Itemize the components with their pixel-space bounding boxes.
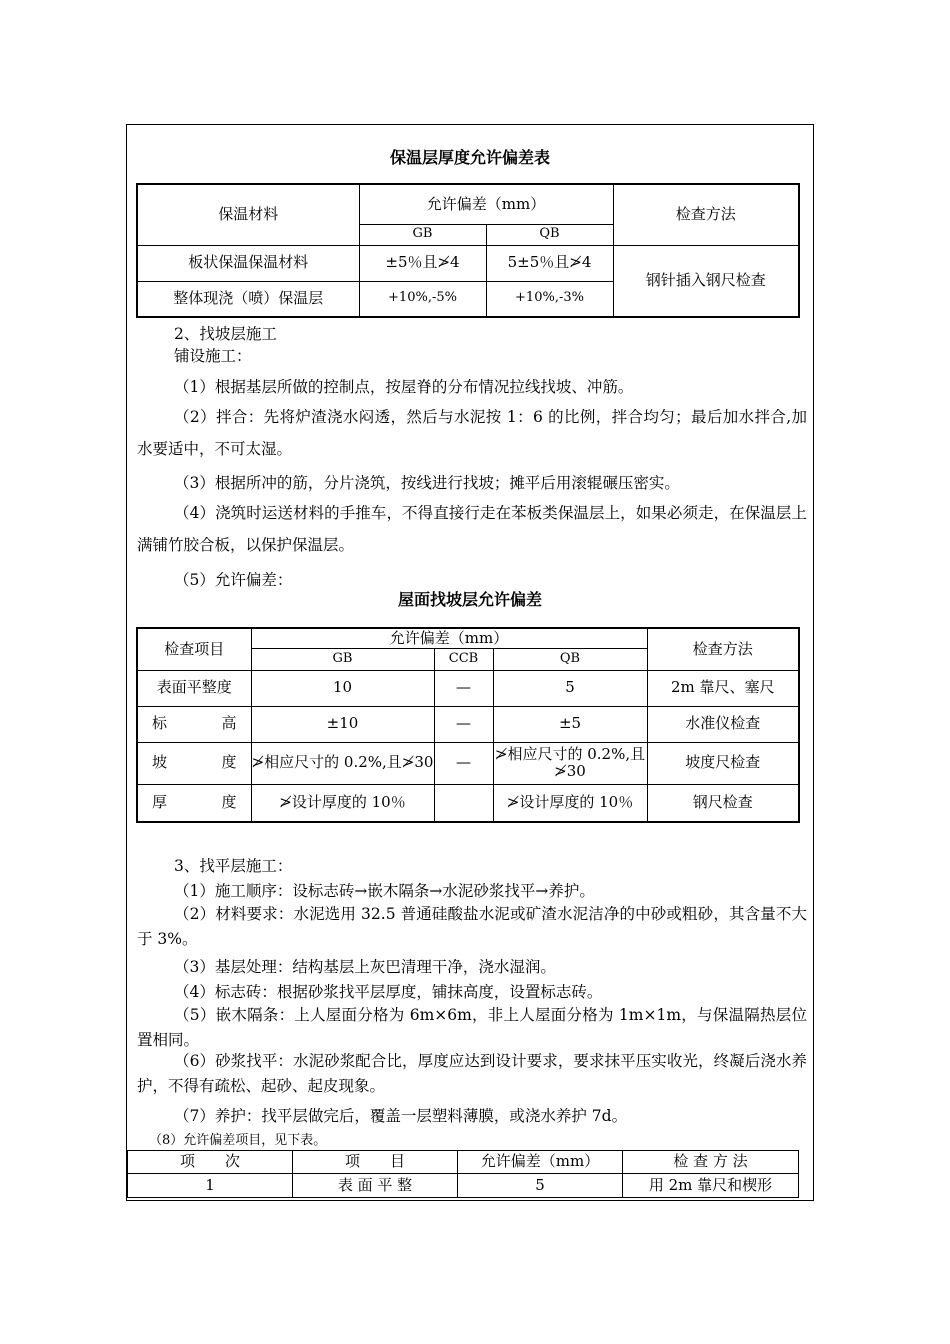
header-item: 检查项目 xyxy=(137,628,251,670)
header-method: 检查方法 xyxy=(613,184,799,245)
header-item: 项 目 xyxy=(293,1151,458,1174)
table-cell: 钢尺检查 xyxy=(647,784,799,822)
header-no: 项 次 xyxy=(128,1151,293,1174)
table-cell: — xyxy=(434,670,493,706)
section2-p3: （3）根据所冲的筋，分片浇筑，按线进行找坡；摊平后用滚辊碾压密实。 xyxy=(174,474,680,492)
table-cell: ≯设计厚度的 10％ xyxy=(251,784,434,822)
table-cell: +10%,-3% xyxy=(486,281,613,317)
document-frame xyxy=(126,124,814,1201)
method-cell: 钢针插入钢尺检查 xyxy=(613,245,799,317)
table-cell xyxy=(137,742,251,784)
section2-p2: （2）拌合：先将炉渣浇水闷透，然后与水泥按 1：6 的比例，拌合均匀；最后加水拌合,加水要适中，不可太湿。 xyxy=(137,408,807,458)
table2-title: 屋面找坡层允许偏差 xyxy=(397,590,542,609)
table-cell: +10%,-5% xyxy=(359,281,486,317)
table-cell: 1 xyxy=(128,1174,293,1198)
table1-title: 保温层厚度允许偏差表 xyxy=(389,148,550,167)
header-material: 保温材料 xyxy=(137,184,359,245)
table-cell: 5 xyxy=(458,1174,623,1198)
table-cell: — xyxy=(434,706,493,742)
table-cell: 整体现浇（喷）保温层 xyxy=(137,281,359,317)
header-gb: GB xyxy=(251,648,434,670)
item-char: 坡 xyxy=(152,753,168,772)
table-cell xyxy=(137,706,251,742)
table-cell: ±10 xyxy=(251,706,434,742)
leveling-layer-table xyxy=(127,1150,799,1198)
header-method: 检 查 方 法 xyxy=(623,1151,799,1174)
section3-heading: 3、找平层施工： xyxy=(174,857,293,875)
section2-subheading: 铺设施工： xyxy=(174,347,252,365)
table-cell: 坡度尺检查 xyxy=(647,742,799,784)
section3-p3: （3）基层处理：结构基层上灰巴清理干净，浇水湿润。 xyxy=(174,958,556,976)
item-char: 度 xyxy=(221,753,237,772)
table-cell: ≯相应尺寸的 0.2%,且≯30 xyxy=(251,742,434,784)
table-cell: 水准仪检查 xyxy=(647,706,799,742)
table-cell xyxy=(434,784,493,822)
item-char: 度 xyxy=(221,793,237,812)
table-cell: 10 xyxy=(251,670,434,706)
section2-p5: （5）允许偏差： xyxy=(174,571,293,589)
table-cell: 表面平整度 xyxy=(137,670,251,706)
table-cell: 用 2m 靠尺和楔形 xyxy=(623,1174,799,1198)
header-ccb: CCB xyxy=(434,648,493,670)
table-cell: 5±5％且≯4 xyxy=(486,245,613,281)
table-cell: ±5％且≯4 xyxy=(359,245,486,281)
table-cell: ≯设计厚度的 10％ xyxy=(493,784,647,822)
table-cell: 表 面 平 整 xyxy=(293,1174,458,1198)
section3-p2: （2）材料要求：水泥选用 32.5 普通硅酸盐水泥或矿渣水泥洁净的中砂或粗砂，其含量不大于 3%。 xyxy=(137,905,807,948)
section3-p5: （5）嵌木隔条：上人屋面分格为 6m×6m，非上人屋面分格为 1m×1m，与保温隔热层位置相同。 xyxy=(137,1006,807,1049)
slope-layer-table xyxy=(136,627,800,823)
section2-p4: （4）浇筑时运送材料的手推车，不得直接行走在苯板类保温层上，如果必须走，在保温层上满铺竹胶合板，以保护保温层。 xyxy=(137,504,807,554)
table-cell: 板状保温保温材料 xyxy=(137,245,359,281)
item-char: 标 xyxy=(152,714,168,733)
section2-heading: 2、找坡层施工 xyxy=(174,325,277,343)
insulation-thickness-table xyxy=(136,183,800,318)
header-gb: GB xyxy=(359,224,486,245)
table-cell: 2m 靠尺、塞尺 xyxy=(647,670,799,706)
table-cell: ≯相应尺寸的 0.2%,且≯30 xyxy=(493,742,647,784)
table-cell: — xyxy=(434,742,493,784)
section2-p1: （1）根据基层所做的控制点，按屋脊的分布情况拉线找坡、冲筋。 xyxy=(174,378,634,396)
header-tolerance: 允许偏差（mm） xyxy=(359,184,613,224)
section3-p4: （4）标志砖：根据砂浆找平层厚度，铺抹高度，设置标志砖。 xyxy=(174,983,603,1001)
header-method: 检查方法 xyxy=(647,628,799,670)
header-tolerance: 允许偏差（mm） xyxy=(458,1151,623,1174)
header-tolerance: 允许偏差（mm） xyxy=(251,628,647,648)
table-cell: 5 xyxy=(493,670,647,706)
section3-p6: （6）砂浆找平：水泥砂浆配合比，厚度应达到设计要求，要求抹平压实收光，终凝后浇水养护，不得有疏松、起砂、起皮现象。 xyxy=(137,1052,807,1095)
header-qb: QB xyxy=(486,224,613,245)
table-cell xyxy=(137,784,251,822)
header-qb: QB xyxy=(493,648,647,670)
section3-p7: （7）养护：找平层做完后，覆盖一层塑料薄膜，或浇水养护 7d。 xyxy=(174,1107,628,1125)
section3-p8: （8）允许偏差项目，见下表。 xyxy=(149,1133,327,1148)
item-char: 高 xyxy=(221,714,237,733)
table-cell: ±5 xyxy=(493,706,647,742)
item-char: 厚 xyxy=(152,793,168,812)
section3-p1: （1）施工顺序：设标志砖→嵌木隔条→水泥砂浆找平→养护。 xyxy=(174,882,595,900)
